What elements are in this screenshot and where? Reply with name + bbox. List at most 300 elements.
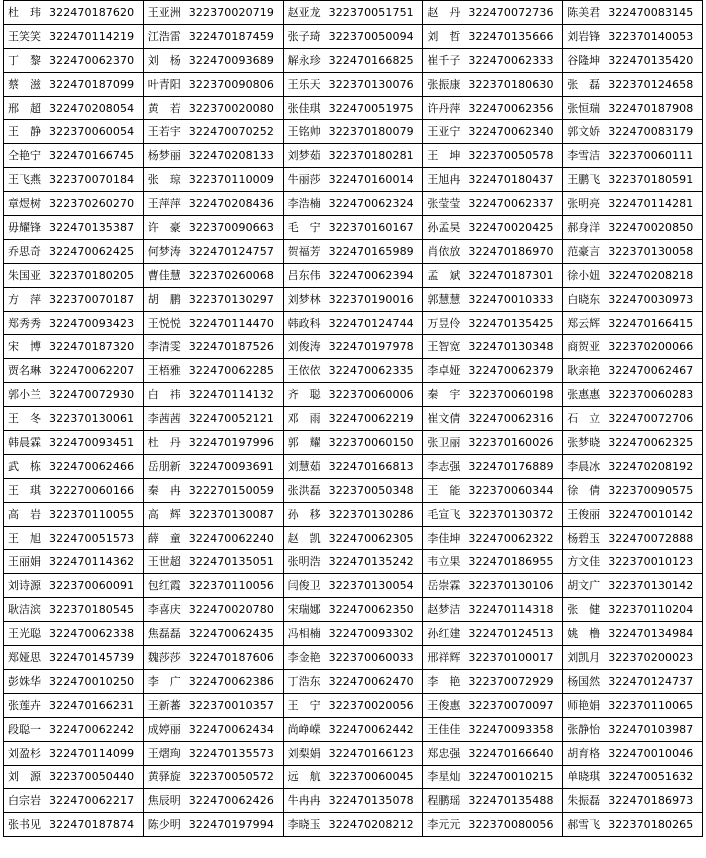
student-id: 322470062219 (328, 412, 414, 426)
student-name: 徐 倩 (567, 483, 601, 497)
student-id: 322370070187 (49, 292, 135, 306)
student-id: 322470093358 (468, 722, 554, 736)
student-cell (563, 1, 703, 25)
student-cell (4, 431, 144, 455)
student-name: 刘慧茹 (287, 459, 321, 473)
student-cell (423, 741, 563, 765)
student-cell (283, 144, 423, 168)
student-id: 322470062379 (468, 364, 554, 378)
student-id: 322470093423 (49, 316, 135, 330)
student-name: 许 豪 (147, 220, 181, 234)
student-name: 肖依放 (427, 244, 461, 258)
table-row (4, 1, 703, 25)
student-cell (4, 383, 144, 407)
student-id: 322470166123 (328, 746, 414, 760)
student-name: 王亚洲 (147, 5, 181, 19)
student-name: 张明亮 (567, 197, 601, 211)
student-name: 王依依 (287, 364, 321, 378)
student-cell (143, 287, 283, 311)
student-id: 322470186970 (468, 244, 554, 258)
student-id: 322470114470 (188, 316, 274, 330)
student-cell (423, 120, 563, 144)
student-id: 322470062207 (49, 364, 135, 378)
student-cell (143, 502, 283, 526)
student-cell (143, 216, 283, 240)
student-name: 刘盈杉 (8, 746, 41, 760)
student-name: 冯相楠 (287, 627, 321, 641)
student-id: 322470166640 (468, 746, 554, 760)
student-cell (4, 1, 144, 25)
student-id: 322470062316 (468, 412, 554, 426)
student-name: 李志强 (427, 459, 461, 473)
student-id: 322370140053 (608, 29, 694, 43)
student-cell (563, 741, 703, 765)
student-name: 牛冉冉 (287, 794, 321, 808)
student-id: 322470187620 (49, 5, 135, 19)
student-name: 王若宇 (147, 125, 181, 139)
student-cell (423, 526, 563, 550)
student-name: 王悦悦 (147, 316, 181, 330)
student-name: 白宗岩 (8, 794, 41, 808)
student-id: 322370110009 (188, 173, 274, 187)
table-row (4, 669, 703, 693)
student-id: 322470114281 (608, 197, 694, 211)
student-name: 杨碧玉 (567, 531, 601, 545)
student-id: 322470135078 (328, 794, 414, 808)
student-cell (423, 407, 563, 431)
student-cell (4, 120, 144, 144)
student-id: 322470187526 (188, 340, 274, 354)
student-cell (423, 192, 563, 216)
student-name: 李晨冰 (567, 459, 601, 473)
student-id: 322470160014 (328, 173, 414, 187)
student-name: 王光聪 (8, 627, 41, 641)
student-id: 322370072929 (468, 674, 554, 688)
student-id: 322470208054 (49, 101, 135, 115)
student-id: 322370260270 (49, 197, 135, 211)
student-name: 吕东伟 (287, 268, 321, 282)
table-row (4, 693, 703, 717)
student-cell (4, 72, 144, 96)
student-id: 322470093689 (188, 53, 274, 67)
student-cell (283, 1, 423, 25)
student-name: 王铭帅 (287, 125, 321, 139)
student-id: 322470083145 (608, 5, 694, 19)
student-name: 牛丽莎 (287, 173, 321, 187)
student-id: 322470062333 (468, 53, 554, 67)
student-id: 322470114318 (468, 603, 554, 617)
student-cell (563, 311, 703, 335)
student-cell (283, 239, 423, 263)
student-id: 322270060166 (49, 483, 135, 497)
student-cell (423, 478, 563, 502)
student-id: 322470187301 (468, 268, 554, 282)
student-name: 王鹏飞 (567, 173, 601, 187)
student-cell (4, 216, 144, 240)
student-cell (283, 72, 423, 96)
student-name: 王丽娟 (8, 555, 41, 569)
student-cell (4, 813, 144, 837)
student-id: 322470020780 (188, 603, 274, 617)
student-name: 成婷丽 (147, 722, 181, 736)
student-cell (283, 502, 423, 526)
student-name: 胡育格 (567, 746, 601, 760)
student-name: 郝雪飞 (567, 818, 601, 832)
student-name: 刘 源 (8, 770, 41, 784)
student-cell (283, 813, 423, 837)
student-cell (563, 48, 703, 72)
student-cell (423, 263, 563, 287)
student-cell (4, 717, 144, 741)
table-row (4, 48, 703, 72)
student-id: 322470062324 (328, 197, 414, 211)
student-cell (4, 192, 144, 216)
student-cell (563, 550, 703, 574)
student-name: 丁浩东 (287, 674, 321, 688)
student-name: 商贺亚 (567, 340, 601, 354)
student-cell (143, 96, 283, 120)
table-row (4, 287, 703, 311)
student-cell (423, 24, 563, 48)
student-cell (143, 574, 283, 598)
student-name: 王俊惠 (427, 698, 461, 712)
student-cell (563, 813, 703, 837)
student-name: 李浩楠 (287, 197, 321, 211)
student-cell (423, 813, 563, 837)
student-name: 李 广 (147, 674, 181, 688)
table-row (4, 311, 703, 335)
student-cell (4, 693, 144, 717)
student-cell (283, 48, 423, 72)
student-id: 322370060091 (49, 579, 135, 593)
student-cell (283, 693, 423, 717)
student-name: 许丹萍 (427, 101, 461, 115)
student-name: 崔文倩 (427, 412, 461, 426)
student-cell (4, 574, 144, 598)
student-cell (283, 622, 423, 646)
student-cell (4, 598, 144, 622)
student-name: 王 琪 (8, 483, 41, 497)
student-id: 322470062335 (328, 364, 414, 378)
student-cell (283, 120, 423, 144)
student-id: 322470208192 (608, 459, 694, 473)
student-id: 322470051975 (328, 101, 414, 115)
roster-table (3, 0, 703, 837)
student-cell (143, 598, 283, 622)
student-name: 王熠珣 (147, 746, 181, 760)
student-cell (143, 646, 283, 670)
student-name: 王旭冉 (427, 173, 461, 187)
student-cell (563, 574, 703, 598)
student-name: 姚 橹 (567, 627, 601, 641)
student-cell (563, 359, 703, 383)
table-row (4, 646, 703, 670)
student-cell (563, 216, 703, 240)
student-id: 322470062370 (49, 53, 135, 67)
student-cell (143, 335, 283, 359)
table-row (4, 622, 703, 646)
student-name: 王 旭 (8, 531, 41, 545)
student-cell (4, 669, 144, 693)
student-cell (4, 454, 144, 478)
student-cell (283, 431, 423, 455)
student-cell (563, 24, 703, 48)
student-id: 322470124757 (188, 244, 274, 258)
student-id: 322470062240 (188, 531, 274, 545)
student-cell (143, 765, 283, 789)
student-cell (143, 263, 283, 287)
student-name: 李喜庆 (147, 603, 181, 617)
student-id: 322370060344 (468, 483, 554, 497)
student-id: 322470093691 (188, 459, 274, 473)
student-id: 322470135666 (468, 29, 554, 43)
table-row (4, 120, 703, 144)
student-cell (283, 669, 423, 693)
student-id: 322470176889 (468, 459, 554, 473)
student-cell (283, 192, 423, 216)
student-id: 322370180591 (608, 173, 694, 187)
student-id: 322470166415 (608, 316, 694, 330)
student-id: 322370130061 (49, 412, 135, 426)
student-id: 322470010142 (608, 507, 694, 521)
student-name: 胡文广 (567, 579, 601, 593)
student-name: 薛 童 (147, 531, 181, 545)
student-cell (4, 48, 144, 72)
student-cell (423, 693, 563, 717)
student-id: 322470124744 (328, 316, 414, 330)
table-row (4, 407, 703, 431)
student-cell (283, 550, 423, 574)
student-name: 方 萍 (8, 292, 41, 306)
student-name: 张子琦 (287, 29, 321, 43)
student-cell (4, 622, 144, 646)
student-id: 322370020056 (328, 698, 414, 712)
student-id: 322470062325 (608, 435, 694, 449)
student-name: 孙红建 (427, 627, 461, 641)
student-cell (283, 789, 423, 813)
student-name: 焦辰明 (147, 794, 181, 808)
student-name: 孟 斌 (427, 268, 461, 282)
student-id: 322370100017 (468, 650, 554, 664)
student-name: 李晓玉 (287, 818, 321, 832)
student-cell (283, 287, 423, 311)
student-id: 322470062356 (468, 101, 554, 115)
student-id: 322470135425 (468, 316, 554, 330)
student-id: 322470166813 (328, 459, 414, 473)
student-id: 322470062435 (188, 627, 274, 641)
student-cell (143, 478, 283, 502)
student-id: 322370130087 (188, 507, 274, 521)
student-name: 张恒瑞 (567, 101, 601, 115)
student-cell (423, 550, 563, 574)
student-cell (4, 407, 144, 431)
student-cell (283, 765, 423, 789)
student-name: 白晓东 (567, 292, 601, 306)
student-id: 322370160167 (328, 220, 414, 234)
student-id: 322370130372 (468, 507, 554, 521)
student-id: 322370051751 (328, 5, 414, 19)
student-id: 322470062394 (328, 268, 414, 282)
student-id: 322370090575 (608, 483, 694, 497)
student-id: 322470197994 (188, 818, 274, 832)
student-name: 尚峥嵘 (287, 722, 321, 736)
student-name: 石 立 (567, 412, 601, 426)
student-id: 322470062340 (468, 125, 554, 139)
table-row (4, 359, 703, 383)
table-row (4, 502, 703, 526)
student-name: 毛宣飞 (427, 507, 461, 521)
student-cell (563, 526, 703, 550)
student-cell (423, 311, 563, 335)
student-name: 陈美君 (567, 5, 601, 19)
student-id: 322370180205 (49, 268, 135, 282)
student-id: 322470103987 (608, 722, 694, 736)
table-row (4, 789, 703, 813)
student-name: 高 岩 (8, 507, 41, 521)
student-name: 黄 若 (147, 101, 181, 115)
student-name: 宋 博 (8, 340, 41, 354)
student-id: 322370050348 (328, 483, 414, 497)
student-id: 322470197978 (328, 340, 414, 354)
student-name: 蔡 滋 (8, 77, 41, 91)
student-id: 322370130054 (328, 579, 414, 593)
student-name: 王佳佳 (427, 722, 461, 736)
student-cell (563, 383, 703, 407)
student-name: 刘诗源 (8, 579, 41, 593)
student-id: 322470062442 (328, 722, 414, 736)
student-name: 王萍萍 (147, 197, 181, 211)
student-cell (4, 335, 144, 359)
student-name: 曹佳慧 (147, 268, 181, 282)
student-id: 322470135488 (468, 794, 554, 808)
student-name: 赵亚龙 (287, 5, 321, 19)
student-name: 邢祥辉 (427, 650, 461, 664)
student-id: 322470010333 (468, 292, 554, 306)
student-cell (563, 717, 703, 741)
student-name: 方文佳 (567, 555, 601, 569)
table-row (4, 431, 703, 455)
student-cell (423, 1, 563, 25)
student-cell (563, 669, 703, 693)
student-name: 张振康 (427, 77, 461, 91)
student-name: 李清雯 (147, 340, 181, 354)
student-name: 张 健 (567, 603, 601, 617)
student-cell (143, 717, 283, 741)
table-row (4, 96, 703, 120)
student-id: 322470062217 (49, 794, 135, 808)
student-cell (283, 216, 423, 240)
student-name: 王亚宁 (427, 125, 461, 139)
student-cell (283, 454, 423, 478)
student-name: 万昱伶 (427, 316, 461, 330)
student-cell (143, 383, 283, 407)
student-cell (4, 24, 144, 48)
student-id: 322370130058 (608, 244, 694, 258)
student-id: 322370160026 (468, 435, 554, 449)
table-row (4, 526, 703, 550)
student-name: 白 祎 (147, 388, 181, 402)
student-id: 322470187320 (49, 340, 135, 354)
student-id: 322470187606 (188, 650, 274, 664)
student-cell (423, 598, 563, 622)
student-cell (283, 359, 423, 383)
student-id: 322370130106 (468, 579, 554, 593)
student-name: 贾名琳 (8, 364, 41, 378)
student-cell (423, 669, 563, 693)
student-name: 王 冬 (8, 412, 41, 426)
student-id: 322470166231 (49, 698, 135, 712)
student-id: 322470062466 (49, 459, 135, 473)
student-id: 322470062285 (188, 364, 274, 378)
student-id: 322470208133 (188, 149, 274, 163)
table-row (4, 598, 703, 622)
student-id: 322370090663 (188, 220, 274, 234)
student-id: 322370050440 (49, 770, 135, 784)
student-name: 程鹏瑶 (427, 794, 461, 808)
student-cell (423, 335, 563, 359)
student-name: 范豪言 (567, 244, 601, 258)
student-id: 322470010215 (468, 770, 554, 784)
student-id: 322470187908 (608, 101, 694, 115)
table-row (4, 216, 703, 240)
student-name: 耿亲艳 (567, 364, 601, 378)
student-name: 王智宽 (427, 340, 461, 354)
student-name: 郭文娇 (567, 125, 601, 139)
student-cell (143, 741, 283, 765)
student-name: 孙孟昊 (427, 220, 461, 234)
table-row (4, 741, 703, 765)
student-name: 李茜茜 (147, 412, 181, 426)
student-id: 322370200066 (608, 340, 694, 354)
student-cell (563, 239, 703, 263)
student-id: 322470130348 (468, 340, 554, 354)
student-id: 322470114219 (49, 29, 135, 43)
student-cell (4, 550, 144, 574)
student-name: 武 栋 (8, 459, 41, 473)
student-cell (4, 765, 144, 789)
student-cell (143, 669, 283, 693)
student-name: 李佳坤 (427, 531, 461, 545)
student-cell (283, 598, 423, 622)
student-name: 赵梦洁 (427, 603, 461, 617)
student-cell (283, 741, 423, 765)
student-id: 322470134984 (608, 627, 694, 641)
student-name: 刘梦林 (287, 292, 321, 306)
student-id: 322370260068 (188, 268, 274, 282)
student-name: 郭慧慧 (427, 292, 461, 306)
student-id: 322470135573 (188, 746, 274, 760)
student-id: 322370050578 (468, 149, 554, 163)
student-id: 322470197996 (188, 435, 274, 449)
student-cell (423, 72, 563, 96)
student-cell (283, 646, 423, 670)
student-cell (563, 598, 703, 622)
student-id: 322370130076 (328, 77, 414, 91)
student-name: 乔思奇 (8, 244, 41, 258)
student-cell (423, 216, 563, 240)
student-cell (4, 741, 144, 765)
table-row (4, 550, 703, 574)
student-id: 322470135242 (328, 555, 414, 569)
student-id: 322370110055 (49, 507, 135, 521)
student-id: 322470180437 (468, 173, 554, 187)
student-cell (423, 502, 563, 526)
student-id: 322470093302 (328, 627, 414, 641)
student-id: 322370180545 (49, 603, 135, 617)
student-cell (283, 168, 423, 192)
student-name: 丁 黎 (8, 53, 41, 67)
student-id: 322370110065 (608, 698, 694, 712)
